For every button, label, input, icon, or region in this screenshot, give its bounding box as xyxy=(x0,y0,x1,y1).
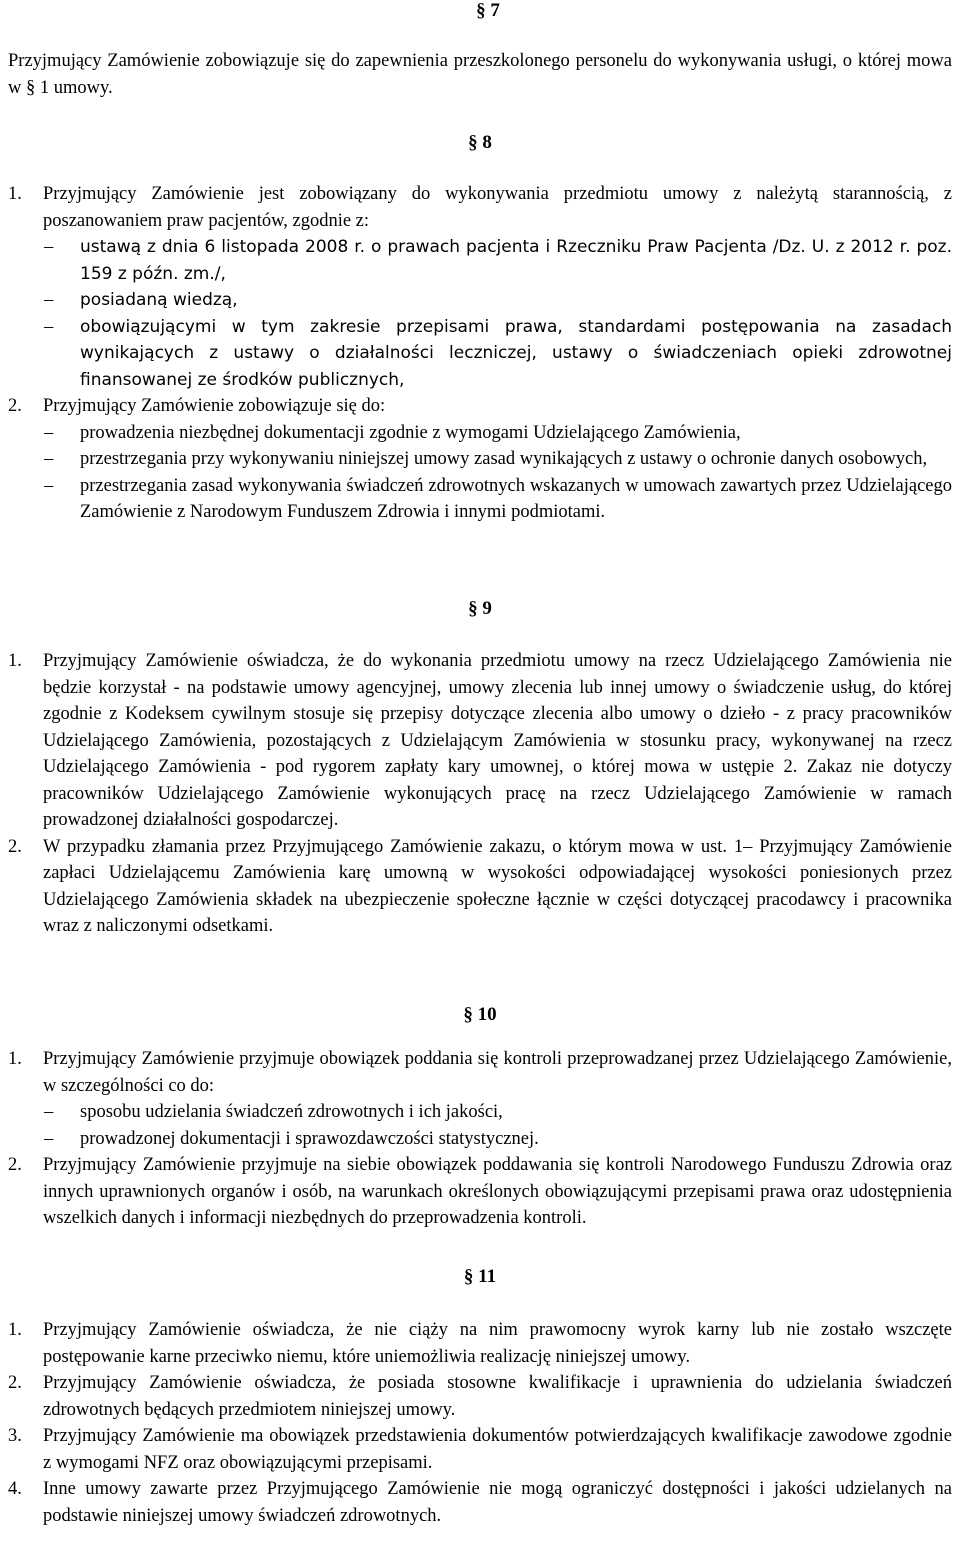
section-heading-8-label: § 8 xyxy=(468,132,492,153)
section-11-item-1 xyxy=(8,1317,952,1370)
section-8-item-1-dash-1 xyxy=(8,234,952,287)
dash-bullet: – xyxy=(44,316,54,337)
section-11-body xyxy=(8,1317,952,1529)
dash-text: przestrzegania zasad wykonywania świadczeń zdrowotnych wskazanych w umowach zawartych przez Udzielającego Zamówienie z Narodowym Funduszem Zdrowia i innymi podmiotami. xyxy=(80,475,952,522)
section-8-item-1-dash-3 xyxy=(8,314,952,394)
section-8-item-1 xyxy=(8,181,952,234)
section-heading-9-label: § 9 xyxy=(468,598,492,619)
dash-bullet: – xyxy=(44,237,54,257)
item-text: Przyjmujący Zamówienie oświadcza, że do wykonania przedmiotu umowy na rzecz Udzielającego Zamówienia nie będzie korzystał - na podstawie umowy agencyjnej, umowy zlecenia lub innej umowy o świadczenie usług, do której zgodnie z Kodeksem cywilnym stosuje się przepisy dotyczące zlecenia albo umowy o dzieło - z pracy pracowników Udzielającego Zamówienia, pozostających z Udzielającym Zamówienia w stosunku pracy, wykonywanej na rzecz Udzielającego Zamówienia - pod rygorem zapłaty kary umownej, o której mowa w ustępie 2. Zakaz nie dotyczy pracowników Udzielającego Zamówienie wykonujących pracę na rzecz Udzielającego Zamówienie w ramach prowadzonej działalności gospodarczej. xyxy=(43,651,952,830)
section-8-item-2-dash-2 xyxy=(8,446,952,473)
item-number: 4. xyxy=(8,1479,22,1499)
section-7-paragraph: Przyjmujący Zamówienie zobowiązuje się do zapewnienia przeszkolonego personelu do wykonywania usługi, o której mowa w § 1 umowy. xyxy=(8,51,952,98)
section-10-item-1 xyxy=(8,1046,952,1099)
section-8-body xyxy=(8,181,952,526)
section-heading-9 xyxy=(0,598,960,620)
section-8-item-2-dash-3 xyxy=(8,473,952,526)
item-number: 1. xyxy=(8,651,22,671)
item-number: 2. xyxy=(8,1373,22,1393)
section-9-item-1 xyxy=(8,648,952,834)
section-11-item-4 xyxy=(8,1476,952,1529)
dash-text: prowadzenia niezbędnej dokumentacji zgodnie z wymogami Udzielającego Zamówienia, xyxy=(80,422,741,443)
item-text: Przyjmujący Zamówienie oświadcza, że posiada stosowne kwalifikacje i uprawnienia do udzielania świadczeń zdrowotnych będących przedmiotem niniejszej umowy. xyxy=(43,1373,952,1420)
dash-text: obowiązującymi w tym zakresie przepisami prawa, standardami postępowania na zasadach wynikających z ustawy o działalności leczniczej, ustawy o świadczeniach opieki zdrowotnej finansowanej ze środków publicznych, xyxy=(80,316,952,390)
dash-text: sposobu udzielania świadczeń zdrowotnych i ich jakości, xyxy=(80,1102,503,1122)
section-heading-11 xyxy=(0,1266,960,1288)
item-text: Przyjmujący Zamówienie zobowiązuje się do: xyxy=(43,396,386,416)
item-text: Przyjmujący Zamówienie oświadcza, że nie ciąży na nim prawomocny wyrok karny lub nie zostało wszczęte postępowanie karne przeciwko niemu, które uniemożliwia realizację niniejszej umowy. xyxy=(43,1320,952,1367)
item-text: Inne umowy zawarte przez Przyjmującego Zamówienie nie mogą ograniczyć dostępności i jakości udzielanych na podstawie niniejszej umowy świadczeń zdrowotnych. xyxy=(43,1479,952,1526)
section-9-body xyxy=(8,648,952,940)
dash-text: posiadaną wiedzą, xyxy=(80,290,238,310)
section-heading-11-label: § 11 xyxy=(463,1266,497,1287)
item-number: 2. xyxy=(8,396,22,416)
item-text: Przyjmujący Zamówienie jest zobowiązany do wykonywania przedmiotu umowy z należytą starannością, z poszanowaniem praw pacjentów, zgodnie z: xyxy=(43,184,952,231)
section-10-item-1-dash-1 xyxy=(8,1099,952,1126)
item-text: Przyjmujący Zamówienie ma obowiązek przedstawienia dokumentów potwierdzających kwalifikacje zawodowe zgodnie z wymogami NFZ oraz obowiązującymi przepisami. xyxy=(43,1426,952,1473)
item-text: W przypadku złamania przez Przyjmującego Zamówienie zakazu, o którym mowa w ust. 1– Przyjmujący Zamówienie zapłaci Udzielającemu Zamówienia karę umowną w wysokości odpowiadającej wysokości poniesionych przez Udzielającego Zamówienia składek na ubezpieczenie społeczne łącznie w części dotyczącej pracodawcy i pracownika wraz z naliczonymi odsetkami. xyxy=(43,836,952,936)
dash-bullet: – xyxy=(44,449,54,469)
dash-text: prowadzonej dokumentacji i sprawozdawczości statystycznej. xyxy=(80,1128,539,1149)
item-text: Przyjmujący Zamówienie przyjmuje na siebie obowiązek poddawania się kontroli Narodowego Funduszu Zdrowia oraz innych uprawnionych organów i osób, na warunkach określonych obowiązującymi przepisami prawa oraz udostępnienia wszelkich danych i informacji niezbędnych do przeprowadzenia kontroli. xyxy=(43,1155,952,1228)
section-9-item-2 xyxy=(8,834,952,940)
section-heading-8 xyxy=(0,132,960,154)
item-number: 1. xyxy=(8,1320,22,1340)
item-number: 1. xyxy=(8,184,22,204)
dash-bullet: – xyxy=(44,290,54,310)
item-text: Przyjmujący Zamówienie przyjmuje obowiązek poddania się kontroli przeprowadzanej przez Udzielającego Zamówienie, w szczególności co do: xyxy=(43,1049,952,1096)
dash-bullet: – xyxy=(44,422,54,443)
dash-bullet: – xyxy=(44,1102,54,1122)
item-number: 2. xyxy=(8,1155,22,1175)
section-heading-10-visible xyxy=(0,1004,960,1026)
section-10-item-1-dash-2 xyxy=(8,1126,952,1153)
section-10-item-2 xyxy=(8,1152,952,1232)
section-heading-7 xyxy=(0,0,960,22)
section-heading-10-label: § 10 xyxy=(463,1004,497,1025)
dash-text: ustawą z dnia 6 listopada 2008 r. o prawach pacjenta i Rzeczniku Praw Pacjenta /Dz. U. z 2012 r. poz. 159 z późn. zm./, xyxy=(80,237,952,284)
section-heading-7-label: § 7 xyxy=(476,0,500,21)
section-10-body xyxy=(8,1046,952,1232)
dash-bullet: – xyxy=(44,1128,54,1149)
dash-text: przestrzegania przy wykonywaniu niniejszej umowy zasad wynikających z ustawy o ochronie danych osobowych, xyxy=(80,449,928,469)
dash-bullet: – xyxy=(44,475,54,496)
section-11-item-2 xyxy=(8,1370,952,1423)
item-number: 1. xyxy=(8,1049,22,1069)
section-8-item-1-dash-2 xyxy=(8,287,952,314)
item-number: 2. xyxy=(8,836,22,857)
section-8-item-2 xyxy=(8,393,952,420)
item-number: 3. xyxy=(8,1426,22,1446)
section-8-item-2-dash-1 xyxy=(8,420,952,447)
section-11-item-3 xyxy=(8,1423,952,1476)
